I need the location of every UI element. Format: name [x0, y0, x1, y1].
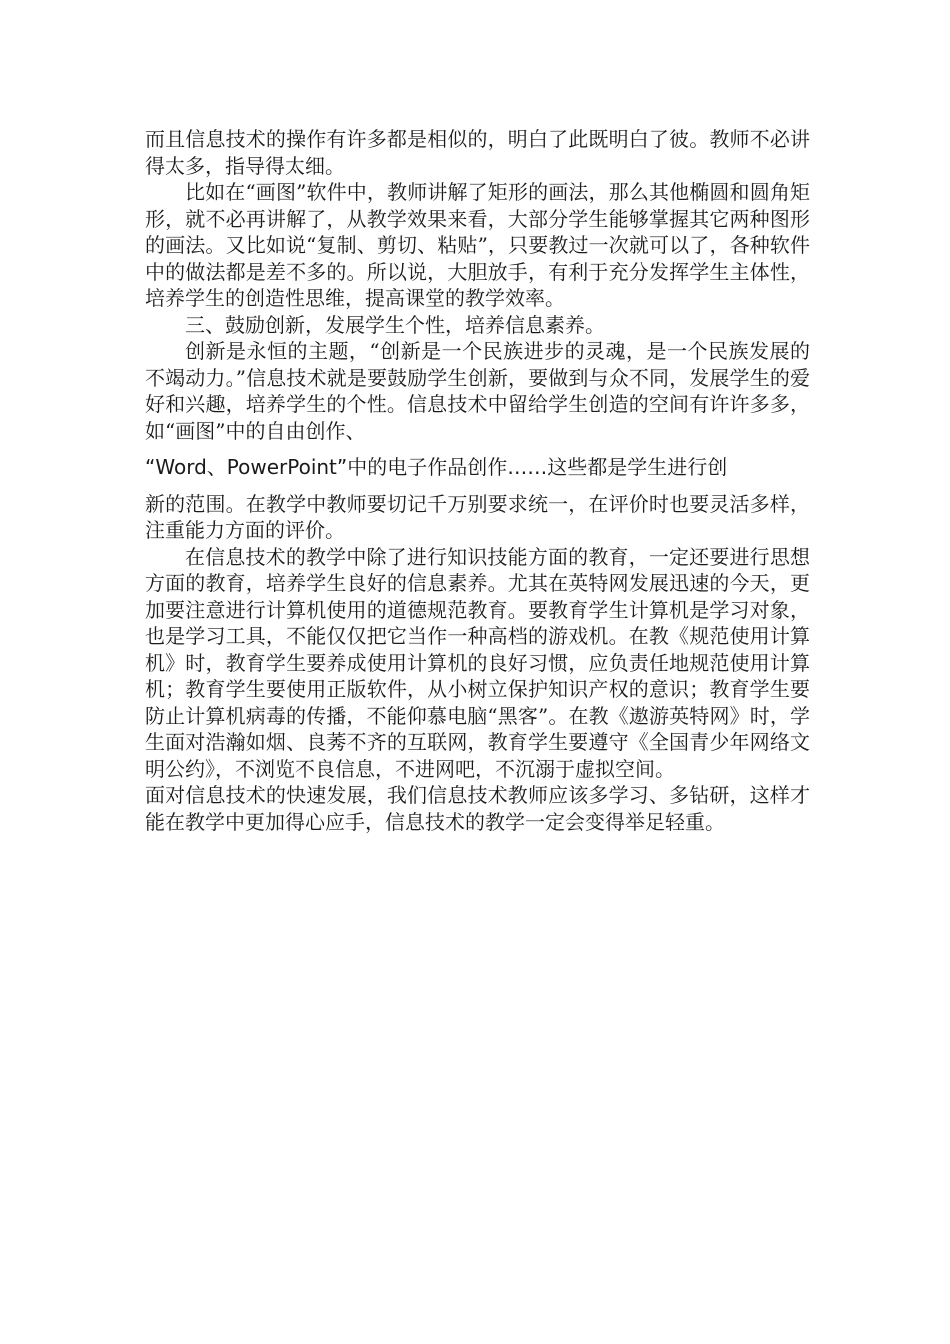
paragraph-moral-education: 在信息技术的教学中除了进行知识技能方面的教育，一定还要进行思想方面的教育，培养学生良好的信息素养。尤其在英特网发展迅速的今天，更加要注意进行计算机使用的道德规范教育。要教育学生计算机是学习对象，也是学习工具，不能仅仅把它当作一种高档的游戏机。在教《规范使用计算机》时，教育学生要养成使用计算机的良好习惯，应负责任地规范使用计算机；教育学生要使用正版软件，从小树立保护知识产权的意识；教育学生要防止计算机病毒的传播，不能仰慕电脑“黑客”。在教《遨游英特网》时，学生面对浩瀚如烟、良莠不齐的互联网，教育学生要遵守《全国青少年网络文明公约》，不浏览不良信息，不进网吧，不沉溺于虚拟空间。: [145, 544, 810, 781]
paragraph-teaching-principle: 而且信息技术的操作有许多都是相似的，明白了此既明白了彼。教师不必讲得太多，指导得太细。: [145, 127, 810, 178]
section-heading-innovation: 三、鼓励创新，发展学生个性，培养信息素养。: [185, 312, 605, 337]
paragraph-conclusion: 面对信息技术的快速发展，我们信息技术教师应该多学习、多钻研，这样才能在教学中更加得心应手，信息技术的教学一定会变得举足轻重。: [145, 783, 810, 834]
paragraph-evaluation: 新的范围。在教学中教师要切记千万别要求统一，在评价时也要灵活多样，注重能力方面的评价。: [145, 491, 810, 542]
document-body: [145, 126, 810, 835]
paragraph-innovation: 创新是永恒的主题，“创新是一个民族进步的灵魂，是一个民族发展的不竭动力。”信息技术就是要鼓励学生创新，要做到与众不同，发展学生的爱好和兴趣，培养学生的个性。信息技术中留给学生创造的空间有许许多多，如“画图”中的自由创作、: [145, 339, 810, 443]
paragraph-paint-example: 比如在“画图”软件中，教师讲解了矩形的画法，那么其他椭圆和圆角矩形，就不必再讲解了，从教学效果来看，大部分学生能够掌握其它两种图形的画法。又比如说“复制、剪切、粘贴”，只要教过一次就可以了，各种软件中的做法都是差不多的。所以说，大胆放手，有利于充分发挥学生主体性，培养学生的创造性思维，提高课堂的教学效率。: [145, 180, 810, 310]
paragraph-word-powerpoint-line: “Word、PowerPoint”中的电子作品创作……这些都是学生进行创: [145, 455, 728, 479]
